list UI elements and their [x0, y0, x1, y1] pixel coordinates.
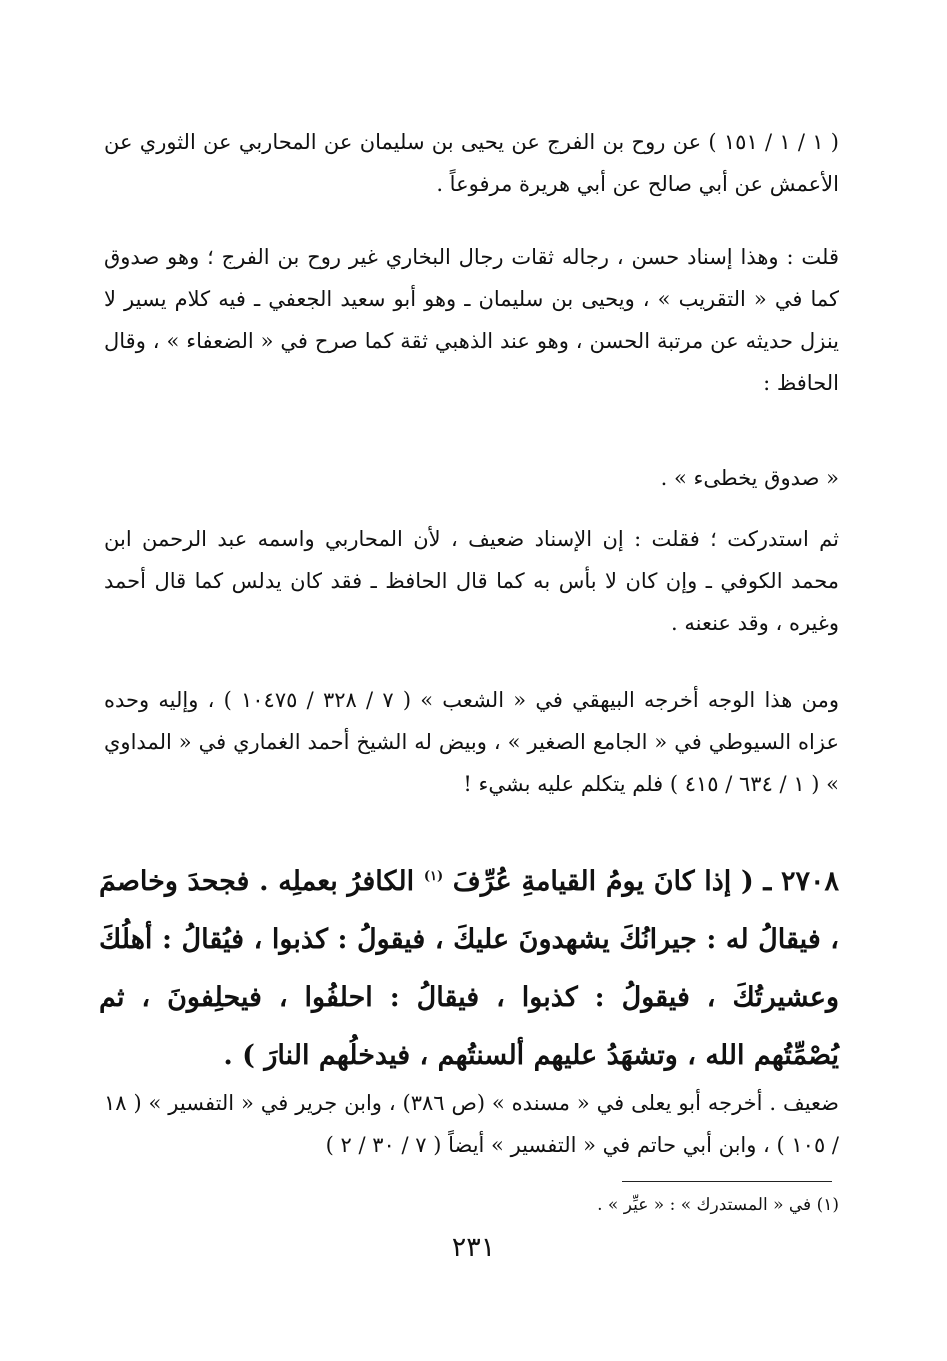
hadith-number-and-opening: ٢٧٠٨ ـ ( إذا كانَ يومُ القيامةِ عُرِّفَ — [452, 866, 840, 897]
footnote-text: (١) في « المستدرك » : « عيِّر » . — [597, 1195, 839, 1215]
footnote-separator — [622, 1181, 832, 1182]
hadith-text — [99, 853, 839, 1085]
takhrij-paragraph: ضعيف . أخرجه أبو يعلى في « مسنده » (ص ٣٨٦) ، وابن جرير في « التفسير » ( ١٨ / ١٠٥ ) ، وابن أبي حاتم في « التفسير » أيضاً ( ٧ / ٣٠ / ٢ ) — [104, 1091, 839, 1157]
sources-paragraph: ومن هذا الوجه أخرجه البيهقي في « الشعب » ( ٧ / ٣٢٨ / ١٠٤٧٥ ) ، وإليه وحده عزاه السيوطي في « الجامع الصغير » ، وبيض له الشيخ أحمد الغماري في « المداوي » ( ١ / ٦٣٤ / ٤١٥ ) فلم يتكلم عليه بشيء ! — [104, 688, 839, 796]
commentary-paragraph: قلت : وهذا إسناد حسن ، رجاله ثقات رجال البخاري غير روح بن الفرج ؛ وهو صدوق كما في « التقريب » ، ويحيى بن سليمان ـ وهو أبو سعيد الجعفي ـ فيه كلام يسير لا ينزل حديثه عن مرتبة الحسن ، وهو عند الذهبي ثقة كما صرح في « الضعفاء » ، وقال الحافظ : — [104, 245, 839, 395]
hadith-body: الكافرُ بعملِه . فجحدَ وخاصمَ ، فيقالُ له : جيرانُكَ يشهدونَ عليكَ ، فيقولُ : كذبوا ، فيُقالُ : أهلُكَ وعشيرتُكَ ، فيقولُ : كذبوا ، فيقالُ : احلفُوا ، فيحلِفونَ ، ثم يُصْمِّتُهم الله ، وتشهَدُ عليهم ألسنتُهم ، فيدخلُهم النارَ ) . — [99, 866, 839, 1071]
quote-paragraph: « صدوق يخطىء » . — [660, 466, 839, 490]
isnad-paragraph: ( ١ / ١ / ١٥١ ) عن روح بن الفرج عن يحيى بن سليمان عن المحاربي عن الثوري عن الأعمش عن أبي صالح عن أبي هريرة مرفوعاً . — [104, 130, 839, 196]
correction-paragraph: ثم استدركت ؛ فقلت : إن الإسناد ضعيف ، لأن المحاربي واسمه عبد الرحمن ابن محمد الكوفي ـ وإن كان لا بأس به كما قال الحافظ ـ فقد كان يدلس كما قال أحمد وغيره ، وقد عنعنه . — [104, 527, 839, 635]
page-number: ٢٣١ — [451, 1232, 496, 1263]
footnote-marker: (١) — [423, 869, 444, 884]
